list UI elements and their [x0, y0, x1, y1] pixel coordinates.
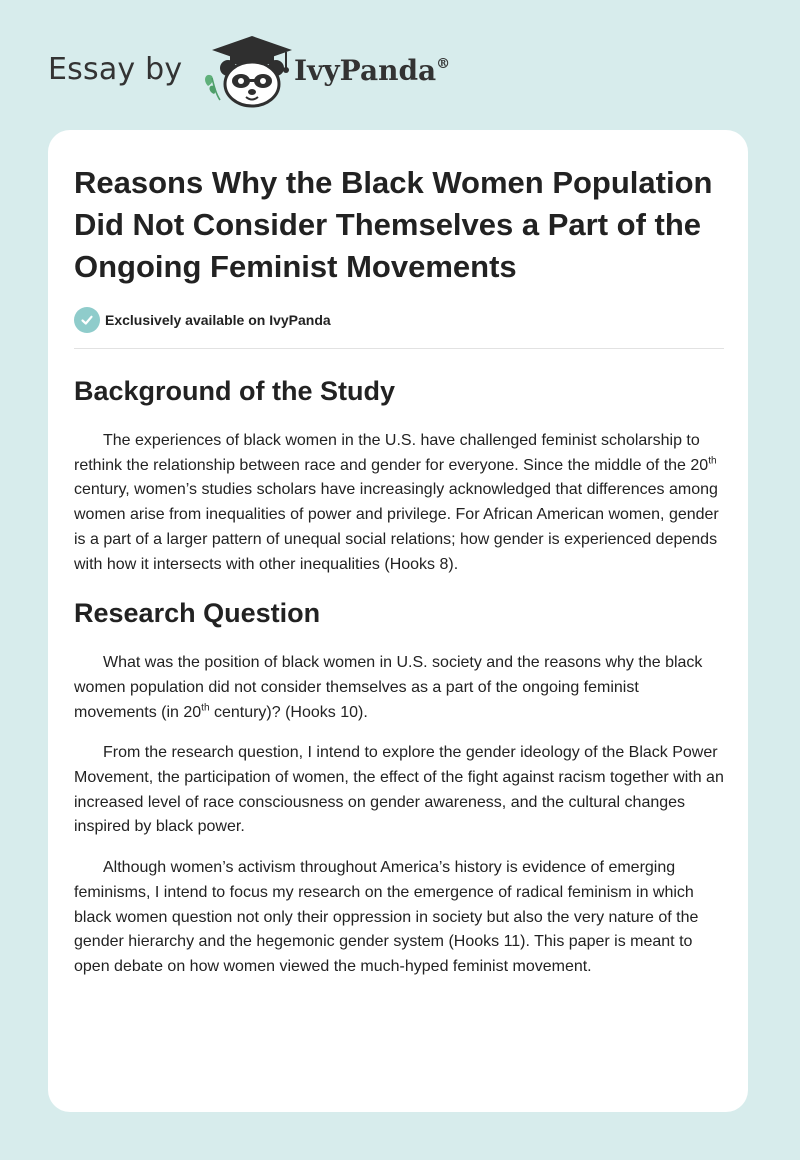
research-paragraph-3: Although women’s activism throughout America’s history is evidence of emerging feminisms, I intend to focus my research on the emergence of radical feminism in which black women question not only their oppression in society but also the very nature of the gender hierarchy and the hegemonic gender system (Hooks 11). This paper is meant to open debate on how women viewed the much-hyped feminist movement.: [74, 859, 699, 975]
section-heading-research-question: Research Question: [74, 598, 321, 629]
essay-by-label: Essay by: [48, 52, 183, 87]
panda-graduate-icon: [200, 34, 296, 110]
exclusive-badge: [74, 306, 724, 334]
exclusive-badge-text: Exclusively available on IvyPanda: [105, 312, 331, 328]
background-paragraph: The experiences of black women in the U.S. have challenged feminist scholarship to rethink the relationship between race and gender for everyone. Since the middle of the 20th century, women’s studies scholars have increasingly acknowledged that differences among women arise from inequalities of power and privilege. For African American women, gender is a part of a larger pattern of unequal social relations; how gender is experienced depends with how it intersects with other inequalities (Hooks 8).: [74, 432, 719, 573]
site-header: [48, 28, 748, 112]
research-paragraph-2: From the research question, I intend to explore the gender ideology of the Black Power Movement, the participation of women, the effect of the fight against racism together with an increased level of race consciousness on gender awareness, and the cultural changes inspired by black power.: [74, 744, 724, 836]
essay-title: Reasons Why the Black Women Population Did Not Consider Themselves a Part of the Ongoing Feminist Movements: [74, 165, 713, 284]
essay-content: [74, 162, 724, 980]
ivypanda-logo[interactable]: [200, 34, 296, 110]
checkmark-icon: [74, 307, 100, 333]
essay-card: [48, 130, 748, 1112]
divider: [74, 348, 724, 349]
research-paragraph-1: What was the position of black women in U.S. society and the reasons why the black women population did not consider themselves as a part of the ongoing feminist movements (in 20th century)? (Hooks 10).: [74, 654, 703, 721]
section-heading-background: Background of the Study: [74, 376, 396, 406]
brand-name[interactable]: IvyPanda®: [294, 54, 451, 87]
